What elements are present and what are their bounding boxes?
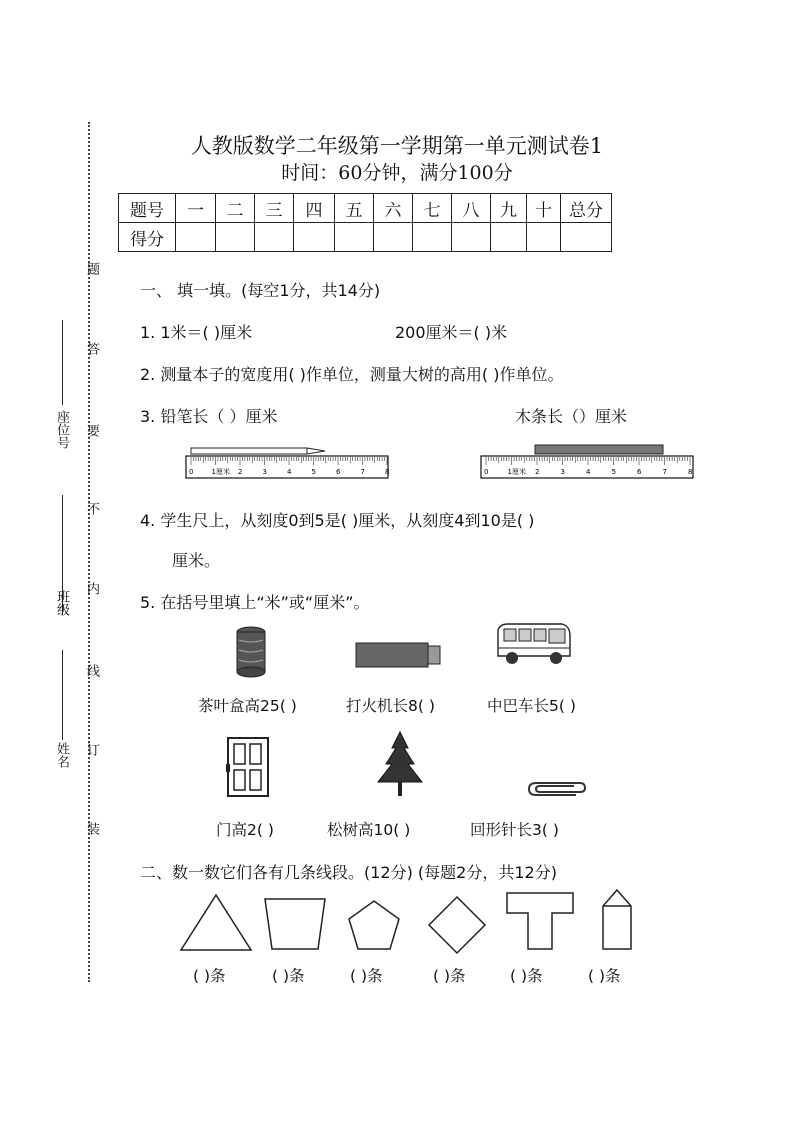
score-header: 八: [452, 194, 491, 223]
ruler-tick-label: 5: [311, 468, 316, 476]
score-cell[interactable]: [176, 223, 216, 252]
ruler-stick-figure: [480, 444, 695, 480]
ruler-tick-label: 0: [484, 468, 489, 476]
score-header: 二: [216, 194, 255, 223]
score-header: 七: [413, 194, 452, 223]
binding-char-bu: 不: [84, 502, 99, 515]
diamond-shape: [426, 894, 488, 956]
ruler-tick-label: 6: [336, 468, 341, 476]
pine-tree-icon: [372, 730, 428, 800]
ruler-tick-label: 2: [238, 468, 243, 476]
ruler-tick-label: 3: [262, 468, 267, 476]
ruler-tick-label: 2: [535, 468, 540, 476]
door-icon: [226, 736, 272, 798]
score-header: 五: [335, 194, 374, 223]
wood-strip-icon: [535, 445, 663, 454]
ruler-tick-label: 7: [662, 468, 667, 476]
binding-char-zhuang: 装: [84, 822, 99, 835]
question-1a: 1. 1米＝( )厘米: [140, 323, 253, 342]
class-label: 班级: [54, 590, 69, 616]
question-3a: 3. 铅笔长（ ）厘米: [140, 407, 278, 426]
pentagon-shape: [346, 898, 402, 952]
score-cell[interactable]: [374, 223, 413, 252]
question-2: 2. 测量本子的宽度用( )作单位，测量大树的高用( )作单位。: [140, 365, 564, 384]
item-door: 门高2( ): [216, 821, 274, 839]
question-3b: 木条长（）厘米: [515, 407, 628, 426]
score-header: 六: [374, 194, 413, 223]
page-title: 人教版数学二年级第一学期第一单元测试卷1: [190, 134, 604, 158]
answer-diamond: ( )条: [433, 967, 466, 985]
score-cell[interactable]: [452, 223, 491, 252]
score-header: 三: [255, 194, 294, 223]
score-header: 九: [491, 194, 527, 223]
score-row-label: 得分: [119, 223, 176, 252]
ruler-pencil-figure: [185, 444, 390, 480]
seat-line[interactable]: [62, 320, 63, 405]
ruler-tick-label: 4: [586, 468, 591, 476]
score-cell[interactable]: [255, 223, 294, 252]
tea-box-icon: [234, 626, 268, 678]
name-label: 姓名: [54, 742, 69, 768]
ruler-tick-label: 0: [189, 468, 194, 476]
ruler-tick-label: 7: [360, 468, 365, 476]
score-table: [118, 193, 612, 252]
score-header: 题号: [119, 194, 176, 223]
section1-heading: 一、 填一填。(每空1分，共14分): [140, 281, 381, 300]
pencil-icon: [191, 448, 325, 454]
question-4a: 4. 学生尺上，从刻度0到5是( )厘米，从刻度4到10是( ): [140, 511, 535, 530]
trapezoid-shape: [262, 896, 328, 952]
t-shape: [504, 890, 576, 952]
item-bus: 中巴车长5( ): [487, 697, 576, 715]
ruler-tick-label: 5: [611, 468, 616, 476]
ruler-tick-label: 6: [637, 468, 642, 476]
score-cell[interactable]: [294, 223, 335, 252]
pencil-shape: [600, 888, 634, 952]
question-5: 5. 在括号里填上“米”或“厘米”。: [140, 593, 370, 612]
score-cell[interactable]: [491, 223, 527, 252]
score-header: 十: [527, 194, 561, 223]
seat-label: 座位号: [54, 410, 69, 449]
item-tea-box: 茶叶盒高25( ): [198, 697, 297, 715]
score-cell[interactable]: [561, 223, 612, 252]
answer-pencil-shape: ( )条: [588, 967, 621, 985]
answer-triangle: ( )条: [193, 967, 226, 985]
score-cell[interactable]: [527, 223, 561, 252]
binding-dotted-line: [88, 122, 90, 982]
answer-trapezoid: ( )条: [272, 967, 305, 985]
question-1b: 200厘米＝( )米: [395, 323, 508, 342]
ruler-tick-label: 8: [688, 468, 693, 476]
score-header: 总分: [561, 194, 612, 223]
answer-pentagon: ( )条: [350, 967, 383, 985]
bus-icon: [494, 622, 574, 670]
page-subtitle: 时间：60分钟，满分100分: [281, 162, 513, 184]
item-lighter: 打火机长8( ): [346, 697, 435, 715]
ruler-tick-label: 8: [385, 468, 390, 476]
score-cell[interactable]: [216, 223, 255, 252]
item-paperclip: 回形针长3( ): [470, 821, 559, 839]
lighter-icon: [354, 640, 444, 670]
ruler-tick-label: 1厘米: [507, 468, 526, 476]
paperclip-icon: [526, 778, 588, 800]
binding-char-ti: 题: [84, 262, 99, 275]
binding-char-ding: 订: [84, 743, 99, 756]
item-pine-tree: 松树高10( ): [327, 821, 411, 839]
ruler-tick-label: 1厘米: [211, 468, 230, 476]
score-cell[interactable]: [413, 223, 452, 252]
score-header: 四: [294, 194, 335, 223]
binding-char-xian: 线: [84, 664, 99, 677]
ruler-tick-label: 4: [287, 468, 292, 476]
answer-t-shape: ( )条: [510, 967, 543, 985]
section2-heading: 二、数一数它们各有几条线段。(12分) (每题2分，共12分): [140, 863, 557, 882]
score-cell[interactable]: [335, 223, 374, 252]
binding-char-yao: 要: [84, 424, 99, 437]
binding-char-nei: 内: [84, 582, 99, 595]
question-4b: 厘米。: [172, 551, 221, 570]
score-header: 一: [176, 194, 216, 223]
triangle-shape: [178, 892, 254, 954]
binding-char-da: 答: [84, 342, 99, 355]
ruler-tick-label: 3: [560, 468, 565, 476]
name-line[interactable]: [62, 650, 63, 740]
